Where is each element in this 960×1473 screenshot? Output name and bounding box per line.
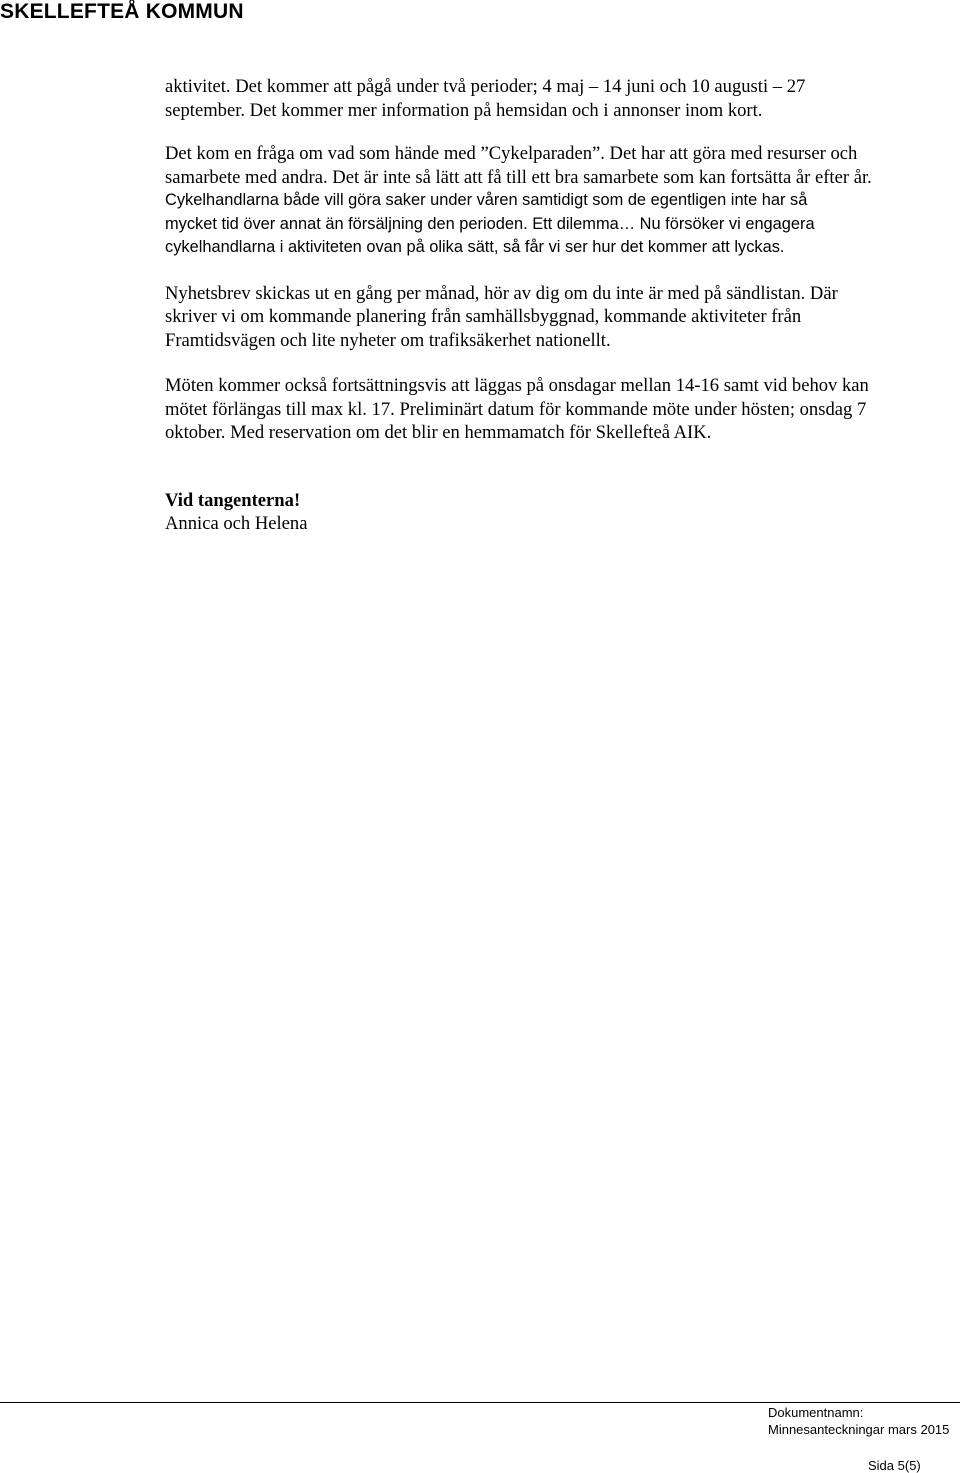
paragraph-activity-periods: [165, 75, 945, 122]
signature-names: Annica och Helena: [165, 513, 308, 534]
text-line: oktober. Med reservation om det blir en hemmamatch för Skellefteå AIK.: [165, 422, 712, 443]
page-number: Sida 5(5): [868, 1458, 921, 1473]
paragraph-meetings: [165, 374, 945, 445]
text-line: Möten kommer också fortsättningsvis att läggas på onsdagar mellan 14-16 samt vid behov kan: [165, 375, 869, 396]
footer-document-info: [768, 1404, 949, 1438]
text-line: Det kom en fråga om vad som hände med ”Cykelparaden”. Det har att göra med resurser och: [165, 143, 858, 164]
text-line: Framtidsvägen och lite nyheter om trafiksäkerhet nationellt.: [165, 329, 611, 351]
text-line: samarbete med andra. Det är inte så lätt att få till ett bra samarbete som kan fortsätta år efter år.: [165, 166, 872, 188]
closing-line: Vid tangenterna!: [165, 489, 301, 511]
document-body: [165, 75, 945, 536]
document-name: Minnesanteckningar mars 2015: [768, 1422, 950, 1437]
organization-header: SKELLEFTEÅ KOMMUN: [0, 0, 244, 23]
text-line: cykelhandlarna i aktiviteten ovan på olika sätt, så får vi ser hur det kommer att lyckas.: [165, 238, 785, 256]
text-line: Cykelhandlarna både vill göra saker under våren samtidigt som de egentligen inte har så: [165, 191, 808, 209]
text-line: aktivitet. Det kommer att pågå under två perioder; 4 maj – 14 juni och 10 augusti – 27: [165, 76, 806, 97]
paragraph-newsletter: [165, 282, 945, 353]
paragraph-cykelparaden: [165, 142, 945, 260]
text-line: Nyhetsbrev skickas ut en gång per månad, hör av dig om du inte är med på sändlistan. Där: [165, 282, 838, 304]
footer-divider: [0, 1402, 960, 1403]
text-line: skriver vi om kommande planering från samhällsbyggnad, kommande aktiviteter från: [165, 306, 802, 327]
text-line: mycket tid över annat än försäljning den perioden. Ett dilemma… Nu försöker vi engagera: [165, 214, 815, 233]
text-line: mötet förlängas till max kl. 17. Preliminärt datum för kommande möte under hösten; onsdag 7: [165, 398, 867, 420]
text-line: september. Det kommer mer information på hemsidan och i annonser inom kort.: [165, 99, 763, 121]
document-label: Dokumentnamn:: [768, 1405, 864, 1420]
signature-block: [165, 489, 945, 536]
